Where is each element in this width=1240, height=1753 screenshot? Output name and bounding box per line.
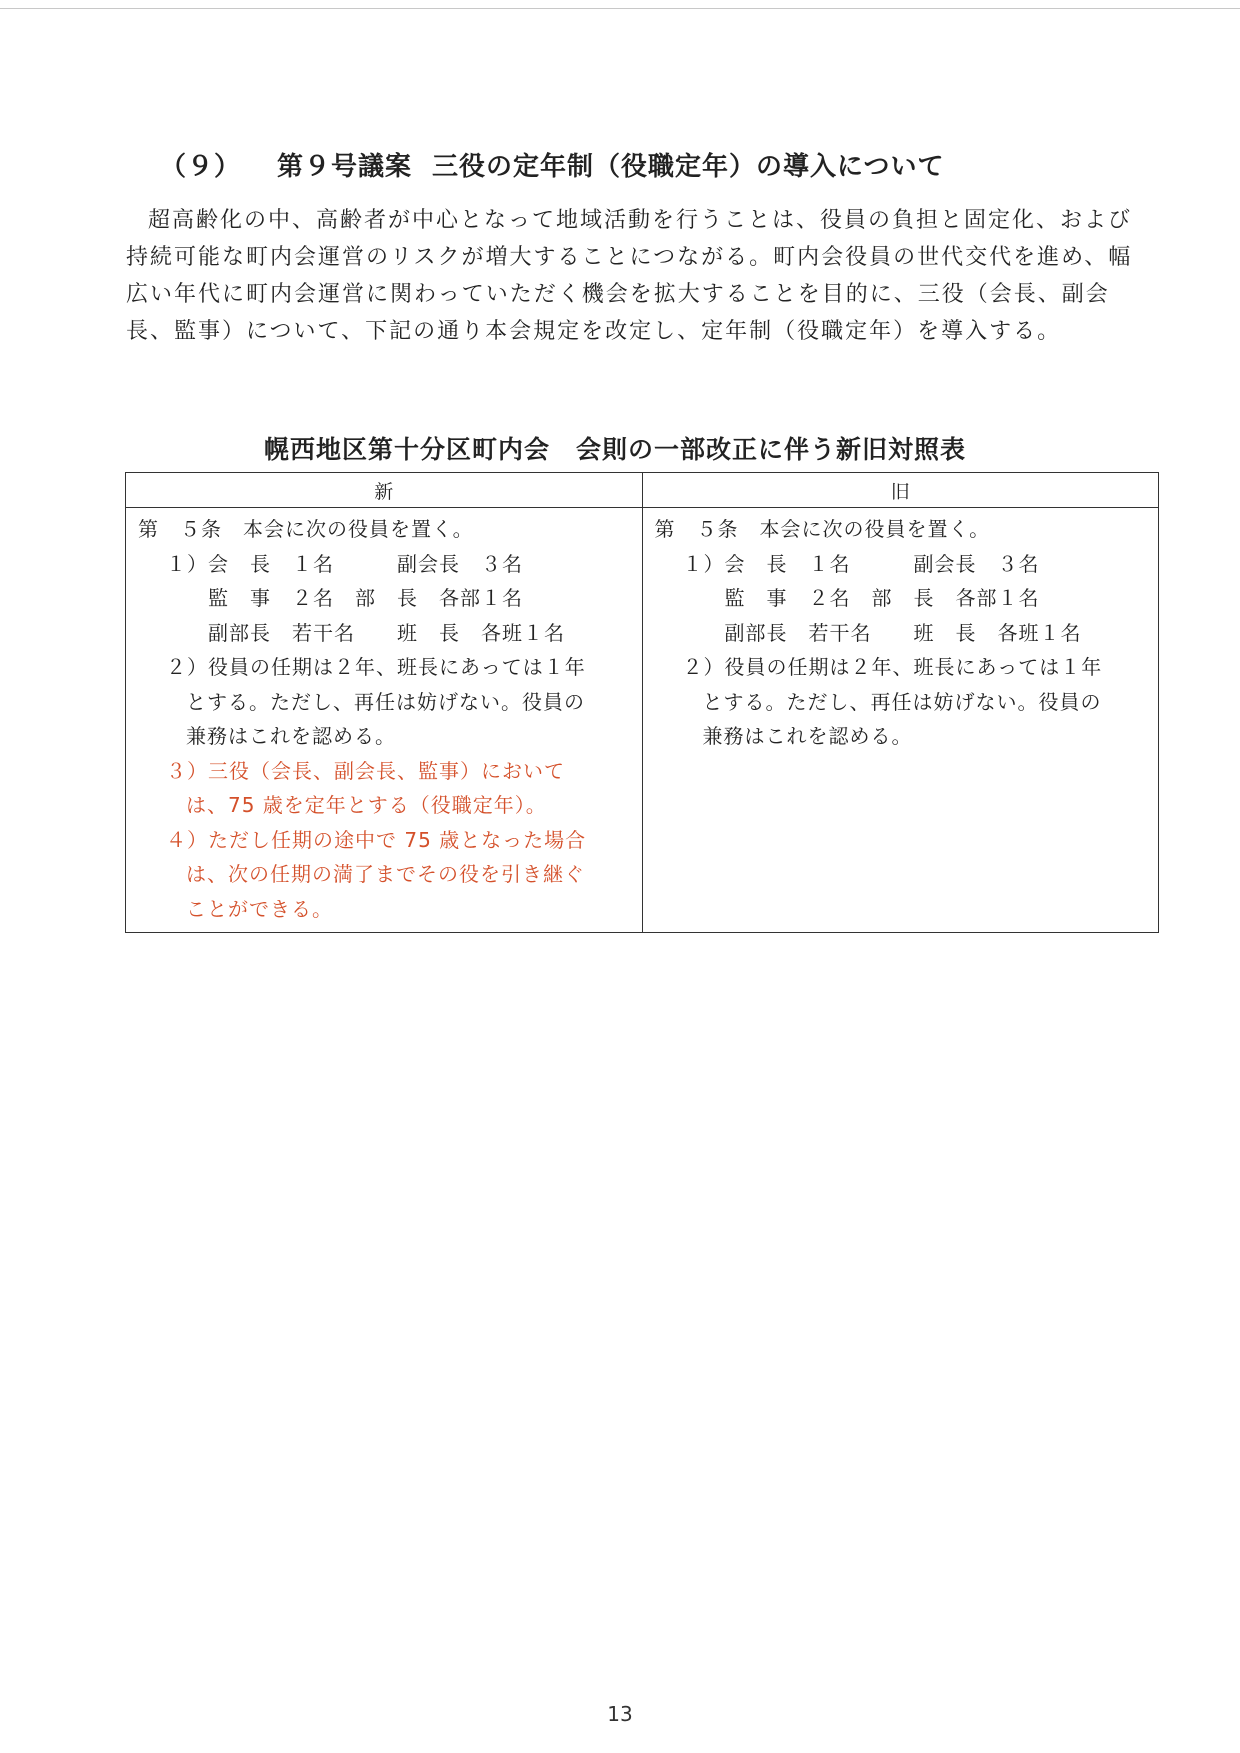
term-line: とする。ただし、再任は妨げない。役員の: [702, 689, 1102, 714]
amendment-line: ３）三役（会長、副会長、監事）において: [166, 758, 565, 783]
intro-paragraph: 超高齢化の中、高齢者が中心となって地域活動を行うことは、役員の負担と固定化、および持続可能な町内会運営のリスクが増大することにつながる。町内会役員の世代交代を進め、幅広い年代に町内会運営に関わっていただく機会を拡大することを目的に、三役（会長、副会長、監事）について、下記の通り本会規定を改定し、定年制（役職定年）を導入する。: [126, 208, 1133, 344]
table-header-row: [126, 473, 1159, 508]
section-subtitle: 三役の定年制（役職定年）の導入について: [432, 152, 945, 182]
article-line: 第 ５条 本会に次の役員を置く。: [138, 517, 474, 541]
section-heading: [160, 146, 945, 183]
old-column: [642, 508, 1159, 933]
amendment-line: ことができる。: [186, 896, 333, 921]
article-line: 第 ５条 本会に次の役員を置く。: [654, 517, 991, 541]
amendment-line: は、75 歳を定年とする（役職定年）。: [186, 793, 547, 817]
officer-line: １）会 長 １名 副会長 ３名: [682, 551, 1040, 576]
officer-line: 監 事 ２名 部 長 各部１名: [208, 586, 523, 610]
term-line: 兼務はこれを認める。: [186, 724, 396, 748]
term-line: とする。ただし、再任は妨げない。役員の: [186, 689, 585, 714]
amendment-line: ４）ただし任期の途中で 75 歳となった場合: [166, 827, 587, 852]
header-old: 旧: [642, 473, 1159, 508]
term-line: ２）役員の任期は２年、班長にあっては１年: [682, 655, 1103, 679]
header-new: 新: [126, 473, 643, 508]
term-line: 兼務はこれを認める。: [702, 724, 913, 748]
amendment-line: は、次の任期の満了までその役を引き継ぐ: [186, 862, 585, 886]
officer-line: 監 事 ２名 部 長 各部１名: [724, 586, 1040, 610]
section-number: （９）: [160, 152, 242, 182]
top-rule: [0, 8, 1240, 9]
officer-line: 副部長 若干名 班 長 各班１名: [724, 620, 1082, 645]
table-body-row: [126, 508, 1159, 933]
comparison-table: [125, 472, 1159, 933]
term-line: ２）役員の任期は２年、班長にあっては１年: [166, 655, 586, 679]
officer-line: １）会 長 １名 副会長 ３名: [166, 551, 523, 576]
section-title: 第９号議案: [277, 152, 413, 182]
new-column: [126, 508, 643, 933]
officer-line: 副部長 若干名 班 長 各班１名: [208, 620, 565, 645]
page-number: 13: [607, 1702, 633, 1726]
table-title: 幌西地区第十分区町内会 会則の一部改正に伴う新旧対照表: [264, 435, 967, 464]
